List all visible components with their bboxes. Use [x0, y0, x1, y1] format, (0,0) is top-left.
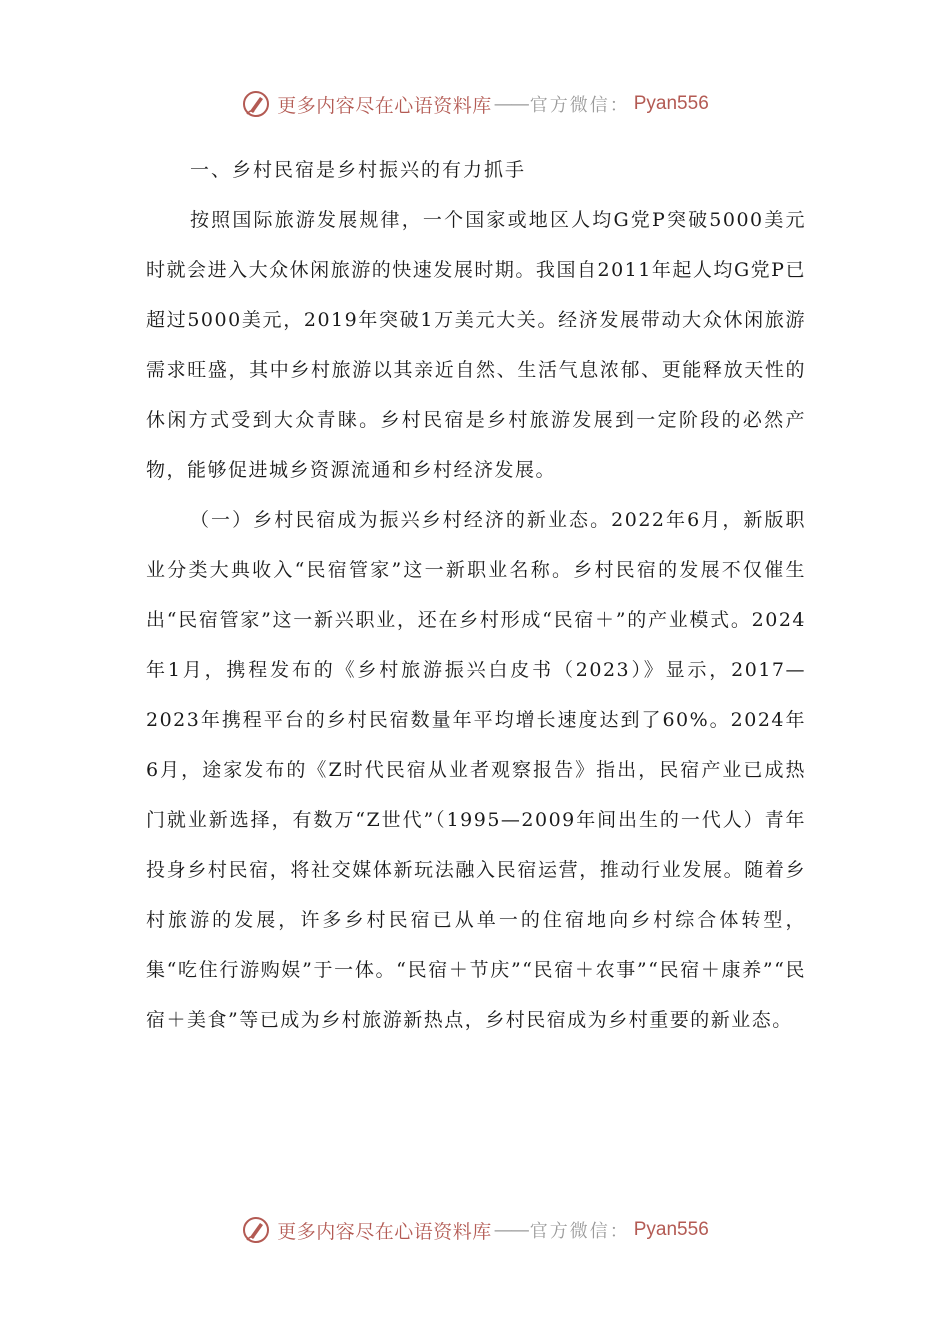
watermark-banner-bottom — [0, 1210, 950, 1250]
pen-nib-circle-icon — [241, 1215, 271, 1245]
watermark-wechat-id: Pyan556 — [633, 1219, 709, 1240]
document-body — [146, 145, 806, 1045]
watermark-dash: —— — [493, 1219, 528, 1241]
watermark-brand: 更多内容尽在心语资料库 — [277, 1220, 492, 1243]
paragraph: （一）乡村民宿成为振兴乡村经济的新业态。2022年6月，新版职业分类大典收入“民宿管家”这一新职业名称。乡村民宿的发展不仅催生出“民宿管家”这一新兴职业，还在乡村形成“民宿＋”的产业模式。2024年1月，携程发布的《乡村旅游振兴白皮书（2023）》显示，2017—2023年携程平台的乡村民宿数量年平均增长速度达到了60%。2024年6月，途家发布的《Z时代民宿从业者观察报告》指出，民宿产业已成热门就业新选择，有数万“Z世代”（1995—2009年间出生的一代人）青年投身乡村民宿，将社交媒体新玩法融入民宿运营，推动行业发展。随着乡村旅游的发展，许多乡村民宿已从单一的住宿地向乡村综合体转型，集“吃住行游购娱”于一体。“民宿＋节庆”“民宿＋农事”“民宿＋康养”“民宿＋美食”等已成为乡村旅游新热点，乡村民宿成为乡村重要的新业态。 — [146, 509, 806, 1031]
pen-nib-circle-icon — [241, 89, 271, 119]
watermark-dash: —— — [493, 93, 528, 115]
watermark-brand: 更多内容尽在心语资料库 — [277, 94, 492, 117]
section-heading: 一、乡村民宿是乡村振兴的有力抓手 — [190, 159, 527, 181]
watermark-banner-top — [0, 84, 950, 124]
watermark-official-label: 官方微信： — [529, 1221, 630, 1242]
paragraph: 按照国际旅游发展规律，一个国家或地区人均G党P突破5000美元时就会进入大众休闲旅游的快速发展时期。我国自2011年起人均G党P已超过5000美元，2019年突破1万美元大关。经济发展带动大众休闲旅游需求旺盛，其中乡村旅游以其亲近自然、生活气息浓郁、更能释放天性的休闲方式受到大众青睐。乡村民宿是乡村旅游发展到一定阶段的必然产物，能够促进城乡资源流通和乡村经济发展。 — [146, 209, 806, 481]
watermark-wechat-id: Pyan556 — [633, 93, 709, 114]
watermark-official-label: 官方微信： — [529, 95, 630, 116]
